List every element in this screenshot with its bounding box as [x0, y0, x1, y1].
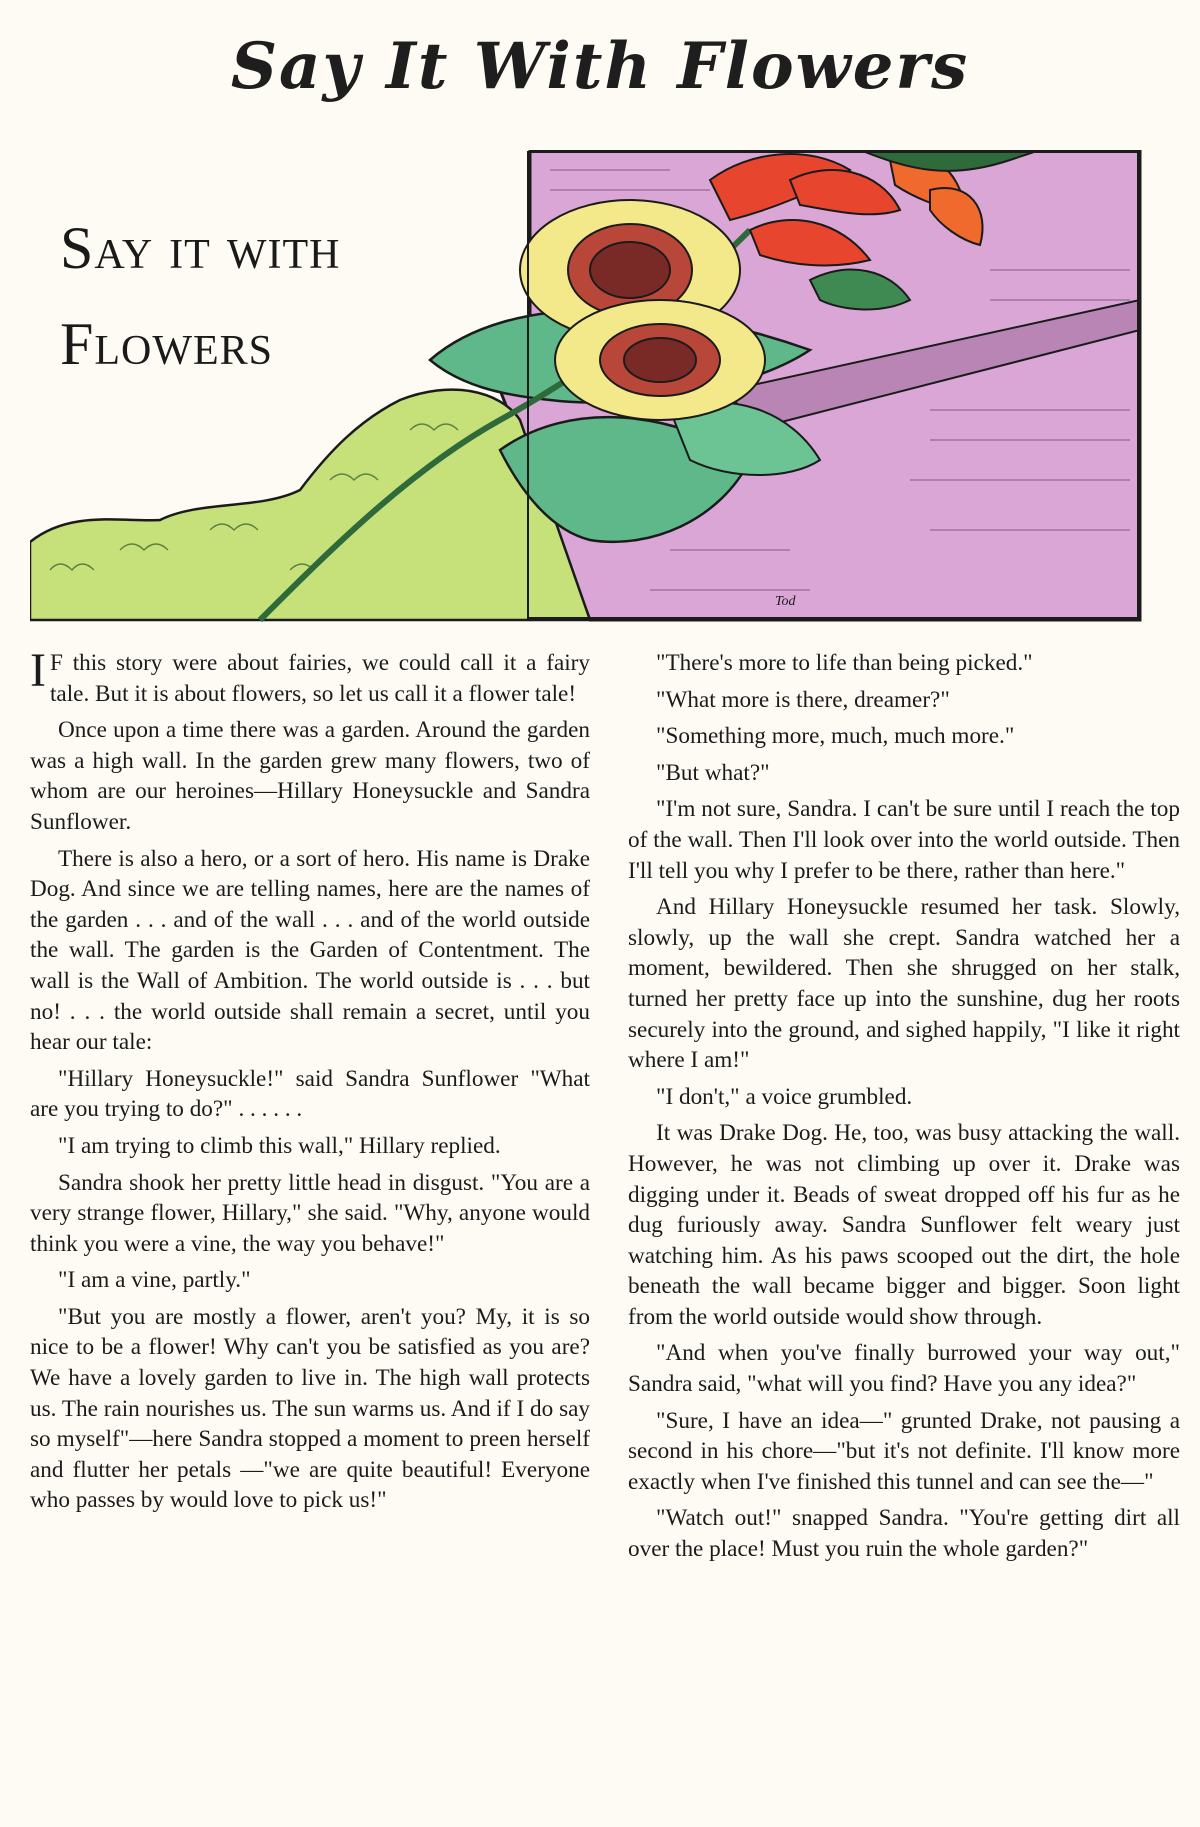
bush: [30, 390, 590, 620]
left-text-column: [30, 644, 590, 1522]
paragraph: "Watch out!" snapped Sandra. "You're getting dirt all over the place! Must you ruin the whole garden?": [628, 1505, 1180, 1563]
drop-cap: I: [30, 644, 46, 697]
paragraph: Once upon a time there was a garden. Around the garden was a high wall. In the garden grew many flowers, two of whom are our heroines—Hillary Honeysuckle and Sandra Sunflower.: [30, 717, 590, 835]
sunflower-lower: [555, 300, 765, 420]
paragraph: "I don't," a voice grumbled.: [656, 1083, 913, 1110]
banner-title: Say It With Flowers: [230, 29, 970, 104]
story-title-line-1: Say it with: [60, 215, 341, 281]
story-title-line-2: Flowers: [60, 311, 274, 377]
paragraph: "And when you've finally burrowed your way out," Sandra said, "what will you find? Have you any idea?": [628, 1340, 1180, 1398]
story-title: [60, 200, 520, 392]
paragraph: And Hillary Honeysuckle resumed her task. Slowly, slowly, up the wall she crept. Sandra watched her a moment, bewildered. Then she shrugged on her stalk, turned her pretty face up into the sunshine, dug her roots securely into the ground, and sighed happily, "I like it right where I am!": [628, 894, 1180, 1074]
paragraph: "But what?": [656, 759, 770, 786]
paragraph: There is also a hero, or a sort of hero. His name is Drake Dog. And since we are telling names, here are the names of the garden . . . and of the wall . . . and of the world outside the wall. The garden is the Garden of Contentment. The wall is the Wall of Ambition. The world outside is . . . but no! . . . the world outside shall remain a secret, until you hear our tale:: [30, 845, 590, 1056]
paragraph: "What more is there, dreamer?": [656, 686, 950, 713]
paragraph: "Hillary Honeysuckle!" said Sandra Sunflower "What are you trying to do?" . . . . . .: [30, 1065, 590, 1123]
artist-signature: Tod: [775, 594, 796, 609]
paragraph: "There's more to life than being picked.": [656, 650, 1033, 676]
paragraph: "I am trying to climb this wall," Hillary replied.: [58, 1132, 501, 1159]
paragraph: "But you are mostly a flower, aren't you? My, it is so nice to be a flower! Why can't you be satisfied as you are? We have a lovely garden to live in. The high wall protects us. The rain nourishes us. The sun warms us. And if I do say so myself"—here Sandra stopped a moment to preen herself and flutter her petals —"we are quite beautiful! Everyone who passes by would love to pick us!": [30, 1303, 590, 1514]
paragraph: "I am a vine, partly.": [58, 1267, 251, 1294]
paragraph: "Sure, I have an idea—" grunted Drake, not pausing a second in his chore—"but it's not definite. I'll know more exactly when I've finished this tunnel and can see the—": [628, 1407, 1180, 1495]
right-text-column: [628, 648, 1180, 1571]
paragraph: "I'm not sure, Sandra. I can't be sure until I reach the top of the wall. Then I'll look over into the world outside. Then I'll tell you why I prefer to be there, rather than here.": [628, 796, 1180, 884]
paragraph: It was Drake Dog. He, too, was busy attacking the wall. However, he was not climbing up over it. Drake was digging under it. Beads of sweat dropped off his fur as he dug furiously away. Sandra Sunflower felt weary just watching him. As his paws scooped out the dirt, the hole beneath the wall became bigger and bigger. Soon light from the world outside would show through.: [628, 1120, 1180, 1330]
paragraph: "Something more, much, much more.": [656, 723, 1015, 750]
paragraph-opening: I F this story were about fairies, we could call it a fairy tale. But it is about flowers, so let us call it a flower tale!: [30, 644, 590, 707]
paragraph: Sandra shook her pretty little head in disgust. "You are a very strange flower, Hillary," she said. "Why, anyone would think you were a vine, the way you behave!": [30, 1169, 590, 1257]
